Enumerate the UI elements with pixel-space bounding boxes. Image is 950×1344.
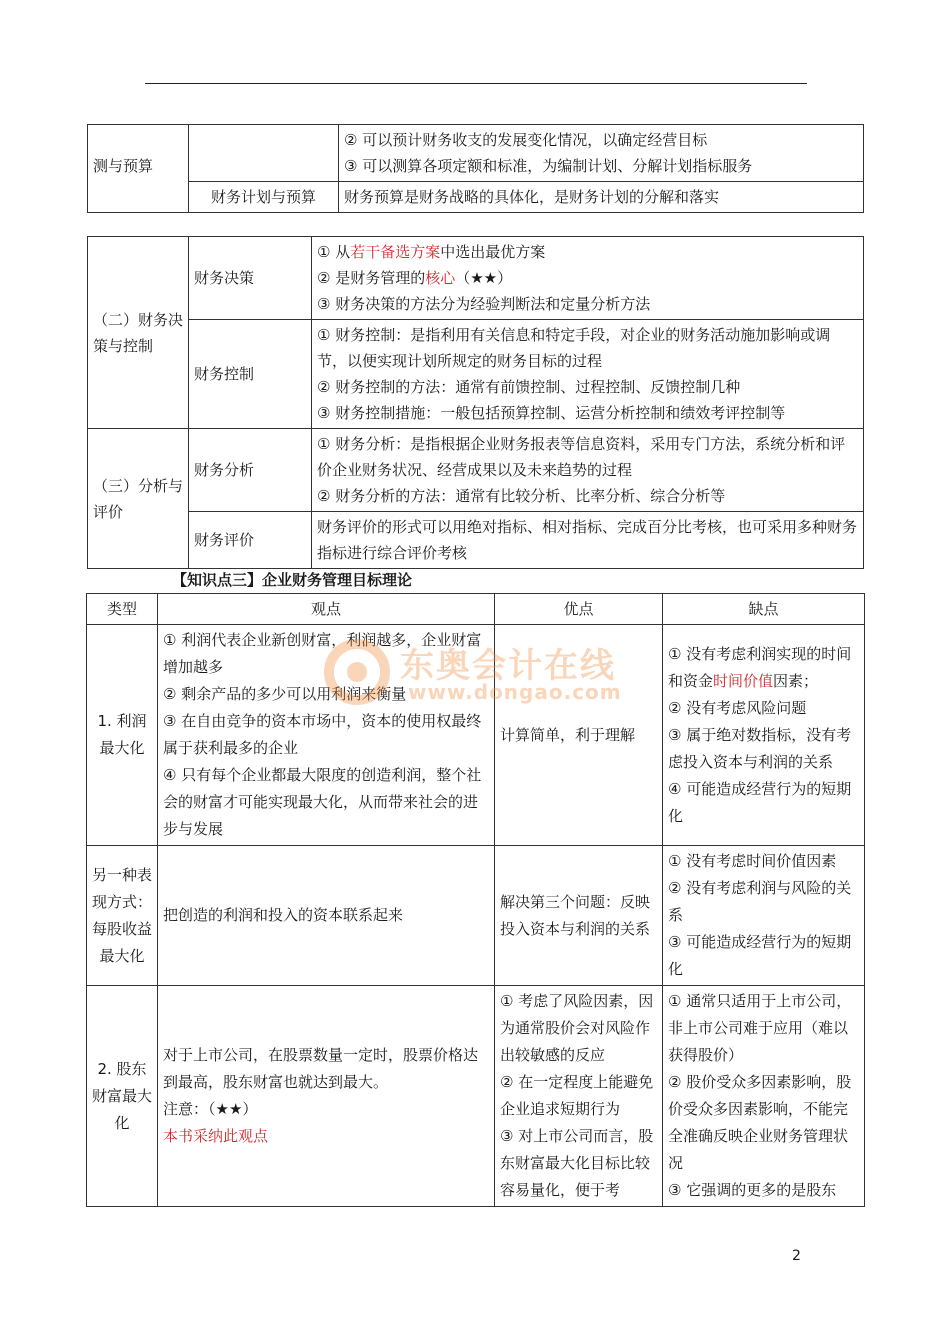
pros-cell: ① 考虑了风险因素，因为通常股价会对风险作出较敏感的反应 ② 在一定程度上能避免企业追求短期行为 ③ 对上市公司而言，股东财富最大化目标比较容易量化，便于考 <box>495 986 663 1207</box>
watermark-brand: 东奥会计在线 <box>400 646 616 686</box>
decision-label: 财务决策 <box>189 237 312 320</box>
analysis-label: 财务分析 <box>189 429 312 512</box>
goal-theory-table <box>86 593 865 1207</box>
header-type: 类型 <box>87 594 158 625</box>
decision-control-analysis-table <box>87 236 864 569</box>
control-text: ① 财务控制：是指利用有关信息和特定手段，对企业的财务活动施加影响或调节，以便实现计划所规定的财务目标的过程 ② 财务控制的方法：通常有前馈控制、过程控制、反馈控制几种 ③ 财务控制措施：一般包括预算控制、运营分析控制和绩效考评控制等 <box>312 320 864 429</box>
plan-budget-label: 财务计划与预算 <box>189 182 339 213</box>
group-analysis-evaluation-label: （三）分析与评价 <box>88 429 189 569</box>
evaluation-label: 财务评价 <box>189 512 312 569</box>
forecast-points-cell: ② 可以预计财务收支的发展变化情况，以确定经营目标 ③ 可以测算各项定额和标准，为编制计划、分解计划指标服务 <box>339 125 864 182</box>
control-label: 财务控制 <box>189 320 312 429</box>
header-view: 观点 <box>158 594 495 625</box>
header-rule <box>145 83 807 84</box>
cons-cell: ① 没有考虑时间价值因素 ② 没有考虑利润与风险的关系 ③ 可能造成经营行为的短期化 <box>663 846 865 986</box>
view-cell: ① 利润代表企业新创财富，利润越多，企业财富增加越多 ② 剩余产品的多少可以用利润来衡量 ③ 在自由竞争的资本市场中，资本的使用权最终属于获利最多的企业 ④ 只有每个企业都最大限度的创造利润，整个社会的财富才可能实现最大化，从而带来社会的进步与发展 <box>158 625 495 846</box>
type-cell: 另一种表现方式：每股收益最大化 <box>87 846 158 986</box>
forecast-budget-table <box>87 124 864 213</box>
table-header-row <box>87 594 865 625</box>
cons-cell: ① 通常只适用于上市公司，非上市公司难于应用（难以获得股价） ② 股价受众多因素影响，股价受众多因素影响，不能完全准确反映企业财务管理状况 ③ 它强调的更多的是股东 <box>663 986 865 1207</box>
cons-cell: ① 没有考虑利润实现的时间和资金时间价值因素； ② 没有考虑风险问题 ③ 属于绝对数指标，没有考虑投入资本与利润的关系 ④ 可能造成经营行为的短期化 <box>663 625 865 846</box>
row-label-forecast: 测与预算 <box>88 125 189 213</box>
view-cell: 对于上市公司，在股票数量一定时，股票价格达到最高，股东财富也就达到最大。 注意：（★★） 本书采纳此观点 <box>158 986 495 1207</box>
type-cell: 1. 利润最大化 <box>87 625 158 846</box>
table-row <box>87 846 865 986</box>
header-cons: 缺点 <box>663 594 865 625</box>
type-cell: 2. 股东财富最大化 <box>87 986 158 1207</box>
page-number: 2 <box>792 1248 801 1264</box>
section-title: 【知识点三】企业财务管理目标理论 <box>172 571 413 589</box>
analysis-text: ① 财务分析：是指根据企业财务报表等信息资料，采用专门方法，系统分析和评价企业财务状况、经营成果以及未来趋势的过程 ② 财务分析的方法：通常有比较分析、比率分析、综合分析等 <box>312 429 864 512</box>
plan-budget-text: 财务预算是财务战略的具体化，是财务计划的分解和落实 <box>339 182 864 213</box>
decision-text: ① 从若干备选方案中选出最优方案 ② 是财务管理的核心（★★） ③ 财务决策的方法分为经验判断法和定量分析方法 <box>312 237 864 320</box>
pros-cell: 计算简单，利于理解 <box>495 625 663 846</box>
empty-cell <box>189 125 339 182</box>
watermark-url: www.dongao.com <box>408 680 622 704</box>
view-cell: 把创造的利润和投入的资本联系起来 <box>158 846 495 986</box>
table-row <box>87 625 865 846</box>
evaluation-text: 财务评价的形式可以用绝对指标、相对指标、完成百分比考核，也可采用多种财务指标进行综合评价考核 <box>312 512 864 569</box>
table-row <box>87 986 865 1207</box>
pros-cell: 解决第三个问题：反映投入资本与利润的关系 <box>495 846 663 986</box>
header-pros: 优点 <box>495 594 663 625</box>
group-decision-control-label: （二）财务决策与控制 <box>88 237 189 429</box>
